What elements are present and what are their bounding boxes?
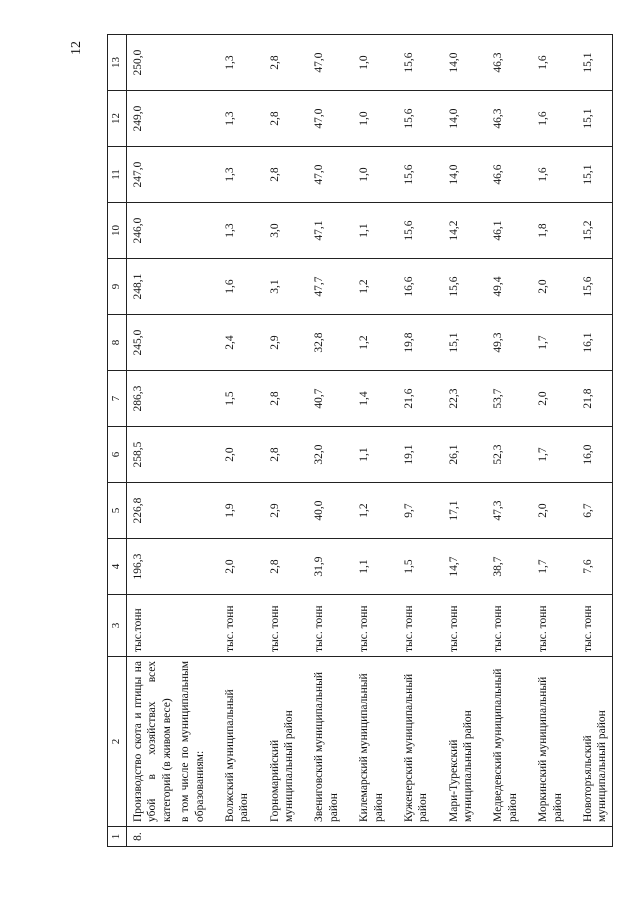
value-cell: 2,9: [254, 483, 299, 539]
value-cell: 3,0: [254, 203, 299, 259]
region-label: Килемарский муниципальный район: [343, 657, 388, 827]
column-header-1: 1: [108, 827, 127, 847]
value-cell: 52,3: [477, 427, 522, 483]
value-cell: 32,8: [298, 315, 343, 371]
value-cell: 46,6: [477, 147, 522, 203]
value-cell: 1,0: [343, 91, 388, 147]
unit-cell: тыс. тонн: [477, 595, 522, 657]
column-header-6: 6: [108, 427, 127, 483]
value-cell: 2,9: [254, 315, 299, 371]
value-cell: 15,6: [388, 35, 433, 91]
value-cell: 47,3: [477, 483, 522, 539]
table-body: [127, 35, 613, 847]
value-cell: 47,7: [298, 259, 343, 315]
table-row: [477, 35, 522, 847]
region-label: Куженерский муниципальный район: [388, 657, 433, 827]
table-row-main: [127, 35, 209, 847]
unit-cell: тыс. тонн: [254, 595, 299, 657]
unit-cell: тыс. тонн: [567, 595, 612, 657]
region-label: Горномарийский муниципальный район: [254, 657, 299, 827]
value-cell: 14,2: [433, 203, 478, 259]
value-cell: 249,0: [127, 91, 209, 147]
column-header-4: 4: [108, 539, 127, 595]
table-row: [343, 35, 388, 847]
value-cell: 1,1: [343, 203, 388, 259]
value-cell: 2,8: [254, 371, 299, 427]
value-cell: 2,8: [254, 147, 299, 203]
value-cell: 14,7: [433, 539, 478, 595]
header-row: [108, 35, 127, 847]
subheading-label: в том числе по муниципальным образованиям:: [179, 661, 206, 822]
rotated-page-content: [107, 35, 609, 847]
row-number: 8.: [127, 827, 209, 847]
row-label: [127, 657, 209, 827]
production-table: [107, 34, 613, 847]
value-cell: 1,3: [209, 91, 254, 147]
value-cell: 40,0: [298, 483, 343, 539]
value-cell: 31,9: [298, 539, 343, 595]
value-cell: 1,7: [522, 427, 567, 483]
table-row: [522, 35, 567, 847]
row-number: [343, 827, 388, 847]
unit-cell: тыс. тонн: [522, 595, 567, 657]
column-header-3: 3: [108, 595, 127, 657]
value-cell: 14,0: [433, 147, 478, 203]
value-cell: 49,3: [477, 315, 522, 371]
value-cell: 46,1: [477, 203, 522, 259]
value-cell: 2,0: [522, 371, 567, 427]
value-cell: 196,3: [127, 539, 209, 595]
value-cell: 14,0: [433, 91, 478, 147]
value-cell: 1,2: [343, 483, 388, 539]
value-cell: 2,0: [209, 539, 254, 595]
value-cell: 17,1: [433, 483, 478, 539]
value-cell: 16,6: [388, 259, 433, 315]
table-row: [298, 35, 343, 847]
value-cell: 53,7: [477, 371, 522, 427]
value-cell: 1,5: [388, 539, 433, 595]
value-cell: 15,2: [567, 203, 612, 259]
value-cell: 2,0: [209, 427, 254, 483]
value-cell: 1,5: [209, 371, 254, 427]
column-header-8: 8: [108, 315, 127, 371]
row-number: [298, 827, 343, 847]
value-cell: 1,7: [522, 315, 567, 371]
value-cell: 15,6: [388, 203, 433, 259]
table-row: [567, 35, 612, 847]
value-cell: 46,3: [477, 35, 522, 91]
value-cell: 1,6: [209, 259, 254, 315]
value-cell: 15,1: [567, 35, 612, 91]
value-cell: 1,6: [522, 147, 567, 203]
unit-cell: тыс. тонн: [209, 595, 254, 657]
row-number: [388, 827, 433, 847]
value-cell: 46,3: [477, 91, 522, 147]
value-cell: 19,1: [388, 427, 433, 483]
value-cell: 2,8: [254, 35, 299, 91]
value-cell: 15,6: [433, 259, 478, 315]
value-cell: 1,6: [522, 91, 567, 147]
main-label: Производство скота и птицы на убой в хозяйствах всех категорий (в живом весе): [132, 661, 173, 822]
region-label: Медведевский муниципальный район: [477, 657, 522, 827]
value-cell: 245,0: [127, 315, 209, 371]
table-row: [433, 35, 478, 847]
row-number: [209, 827, 254, 847]
value-cell: 1,1: [343, 427, 388, 483]
value-cell: 1,3: [209, 35, 254, 91]
value-cell: 38,7: [477, 539, 522, 595]
unit-cell: тыс. тонн: [298, 595, 343, 657]
row-number: [567, 827, 612, 847]
region-label: Моркинский муниципальный район: [522, 657, 567, 827]
value-cell: 1,2: [343, 315, 388, 371]
value-cell: 47,0: [298, 147, 343, 203]
value-cell: 15,6: [388, 147, 433, 203]
value-cell: 26,1: [433, 427, 478, 483]
region-label: Волжский муниципальный район: [209, 657, 254, 827]
column-header-5: 5: [108, 483, 127, 539]
value-cell: 47,0: [298, 35, 343, 91]
value-cell: 246,0: [127, 203, 209, 259]
column-header-12: 12: [108, 91, 127, 147]
value-cell: 1,4: [343, 371, 388, 427]
table-row: [388, 35, 433, 847]
value-cell: 16,1: [567, 315, 612, 371]
value-cell: 286,3: [127, 371, 209, 427]
value-cell: 1,6: [522, 35, 567, 91]
value-cell: 2,8: [254, 91, 299, 147]
value-cell: 14,0: [433, 35, 478, 91]
value-cell: 1,7: [522, 539, 567, 595]
column-header-11: 11: [108, 147, 127, 203]
value-cell: 1,3: [209, 203, 254, 259]
region-label: Звениговский муниципальный район: [298, 657, 343, 827]
value-cell: 16,0: [567, 427, 612, 483]
value-cell: 15,1: [433, 315, 478, 371]
value-cell: 1,3: [209, 147, 254, 203]
value-cell: 6,7: [567, 483, 612, 539]
unit-cell: тыс. тонн: [343, 595, 388, 657]
value-cell: 2,0: [522, 483, 567, 539]
value-cell: 40,7: [298, 371, 343, 427]
value-cell: 47,0: [298, 91, 343, 147]
page-number: 12: [69, 41, 84, 55]
value-cell: 19,8: [388, 315, 433, 371]
value-cell: 1,2: [343, 259, 388, 315]
value-cell: 15,6: [567, 259, 612, 315]
column-header-9: 9: [108, 259, 127, 315]
table-row: [209, 35, 254, 847]
value-cell: 1,9: [209, 483, 254, 539]
value-cell: 258,5: [127, 427, 209, 483]
region-label: Новоторъяльский муниципальный район: [567, 657, 612, 827]
value-cell: 2,8: [254, 539, 299, 595]
value-cell: 226,8: [127, 483, 209, 539]
value-cell: 21,8: [567, 371, 612, 427]
value-cell: 21,6: [388, 371, 433, 427]
row-number: [522, 827, 567, 847]
row-number: [433, 827, 478, 847]
table-row: [254, 35, 299, 847]
value-cell: 47,1: [298, 203, 343, 259]
row-number: [254, 827, 299, 847]
column-header-2: 2: [108, 657, 127, 827]
column-header-13: 13: [108, 35, 127, 91]
unit-cell: тыс. тонн: [433, 595, 478, 657]
value-cell: 247,0: [127, 147, 209, 203]
value-cell: 15,1: [567, 91, 612, 147]
region-label: Мари-Турекский муниципальный район: [433, 657, 478, 827]
value-cell: 32,0: [298, 427, 343, 483]
column-header-10: 10: [108, 203, 127, 259]
row-number: [477, 827, 522, 847]
value-cell: 1,0: [343, 35, 388, 91]
column-header-7: 7: [108, 371, 127, 427]
value-cell: 7,6: [567, 539, 612, 595]
value-cell: 1,0: [343, 147, 388, 203]
value-cell: 1,1: [343, 539, 388, 595]
unit-cell: тыс.тонн: [127, 595, 209, 657]
unit-cell: тыс. тонн: [388, 595, 433, 657]
value-cell: 9,7: [388, 483, 433, 539]
value-cell: 15,1: [567, 147, 612, 203]
value-cell: 15,6: [388, 91, 433, 147]
value-cell: 1,8: [522, 203, 567, 259]
value-cell: 248,1: [127, 259, 209, 315]
value-cell: 250,0: [127, 35, 209, 91]
value-cell: 3,1: [254, 259, 299, 315]
value-cell: 2,4: [209, 315, 254, 371]
value-cell: 2,8: [254, 427, 299, 483]
value-cell: 22,3: [433, 371, 478, 427]
value-cell: 2,0: [522, 259, 567, 315]
value-cell: 49,4: [477, 259, 522, 315]
